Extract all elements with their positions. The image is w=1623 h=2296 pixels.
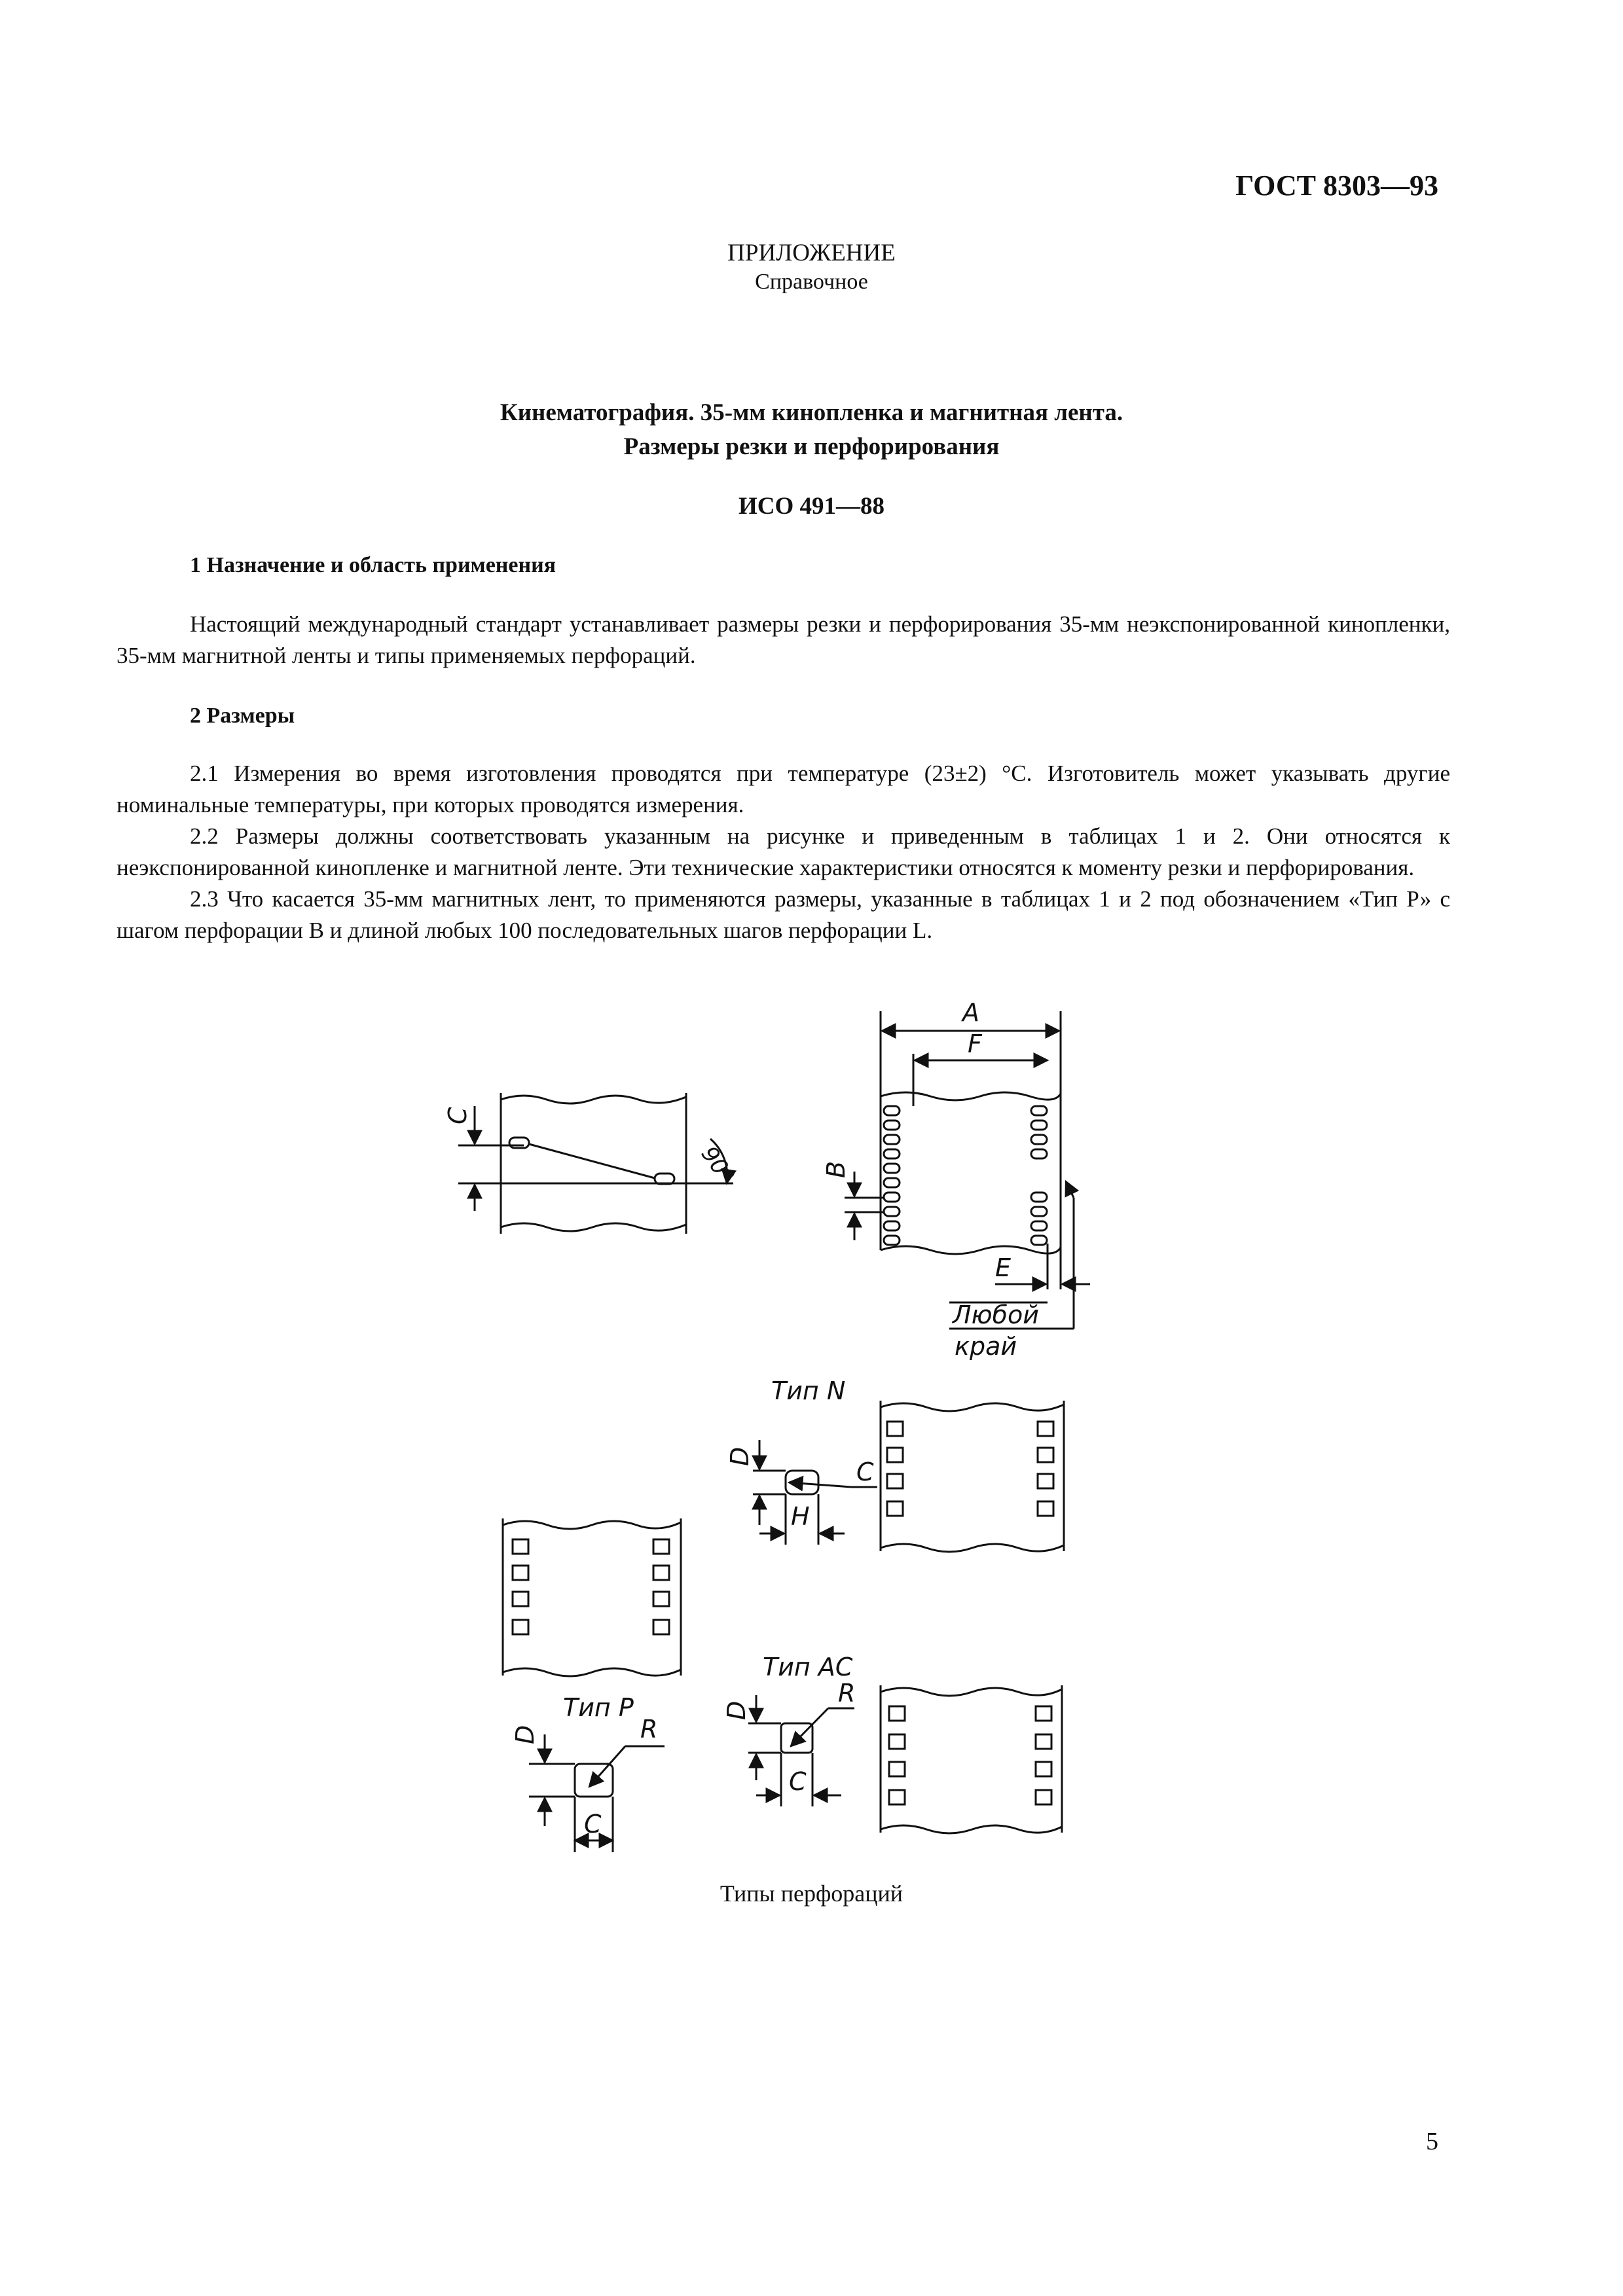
label-d-ac: D: [722, 1700, 751, 1720]
label-c-p: C: [584, 1810, 602, 1839]
label-h: H: [791, 1502, 810, 1531]
cut-angle-diagram: [458, 1093, 733, 1234]
label-a: A: [962, 998, 979, 1027]
film-dimensions-diagram: [845, 1011, 1090, 1329]
type-n-detail: [753, 1440, 877, 1545]
label-angle: 90°: [695, 1141, 740, 1189]
document-title-line2: Размеры резки и перфорирования: [623, 433, 1000, 460]
label-d-p: D: [511, 1725, 539, 1744]
label-r-ac: R: [838, 1679, 856, 1708]
section2-p3: 2.3 Что касается 35-мм магнитных лент, то применяются размеры, указанные в таблицах 1 и 2 под обозначением «Тип Р» с шагом перфорации B и длиной любых 100 последовательных шагов перфорации L.: [117, 886, 1450, 943]
document-title-line1: Кинематография. 35-мм кинопленка и магнитная лента.: [500, 399, 1123, 426]
iso-code: ИСО 491—88: [738, 493, 885, 520]
label-c-cut: C: [443, 1107, 472, 1124]
section1-text: Настоящий международный стандарт устанавливает размеры резки и перфорирования 35-мм неэкспонированной кинопленки, 35-мм магнитной ленты и типы применяемых перфораций.: [117, 611, 1450, 668]
section2-p2: 2.2 Размеры должны соответствовать указанным на рисунке и приведенным в таблицах 1 и 2. Они относятся к неэкспонированной кинопленке и магнитной ленте. Эти технические характеристики относятся к моменту резки и перфорирования.: [117, 823, 1450, 880]
figure-caption: Типы перфораций: [720, 1880, 903, 1907]
type-p-film: [503, 1518, 681, 1676]
label-any-edge-2: край: [955, 1332, 1017, 1361]
label-f: F: [968, 1030, 982, 1058]
section1-heading: 1 Назначение и область применения: [190, 553, 556, 577]
appendix-subtitle: Справочное: [755, 270, 868, 294]
appendix-title: ПРИЛОЖЕНИЕ: [727, 240, 896, 266]
section2-heading: 2 Размеры: [190, 704, 295, 728]
label-type-p: Тип P: [563, 1693, 634, 1722]
label-e: E: [995, 1253, 1012, 1282]
label-d-n: D: [725, 1446, 754, 1466]
label-type-ac: Тип AC: [763, 1653, 853, 1681]
type-n-film: [881, 1401, 1064, 1552]
label-r-p: R: [640, 1715, 658, 1744]
page-number: 5: [1426, 2128, 1438, 2155]
label-any-edge-1: Любой: [953, 1300, 1039, 1329]
label-c-n: C: [856, 1458, 874, 1486]
label-type-n: Тип N: [771, 1376, 846, 1405]
type-ac-film: [881, 1685, 1062, 1833]
label-b: B: [822, 1160, 850, 1178]
label-c-ac: C: [789, 1767, 807, 1796]
section2-p1: 2.1 Измерения во время изготовления проводятся при температуре (23±2) °С. Изготовитель может указывать другие номинальные температуры, при которых проводятся измерения.: [117, 761, 1450, 817]
standard-code: ГОСТ 8303—93: [1235, 170, 1438, 202]
